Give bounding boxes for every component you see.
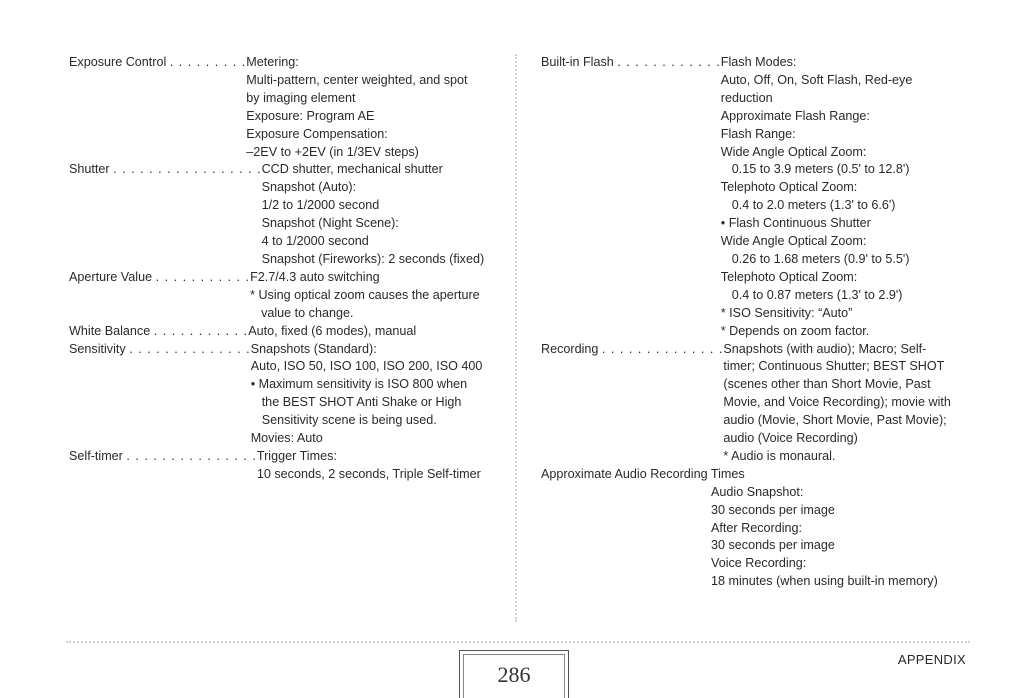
spec-value-line: 4 to 1/2000 second [261,234,369,249]
leader-dots: . . . . . . . . . . . [155,269,251,284]
leader-dots: . . . . . . . . . . . . . . [601,341,724,356]
spec-value-line: audio (Movie, Short Movie, Past Movie); [723,413,947,428]
left-spec-column [69,54,509,484]
spec-value-line: reduction [720,90,773,105]
spec-value-line: value to change. [261,305,354,320]
spec-heading: Approximate Audio Recording Times [541,466,745,481]
spec-row [541,54,981,341]
spec-label-text: Self-timer [69,448,123,463]
spec-label [69,54,246,161]
spec-value-line: Snapshot (Night Scene): [261,216,399,231]
spec-value-line: Exposure Compensation: [246,126,388,141]
spec-value-line: 0.4 to 0.87 meters (1.3' to 2.9') [731,287,903,302]
spec-label-text: Aperture Value [69,269,153,284]
spec-value-line: CCD shutter, mechanical shutter [261,162,443,177]
spec-values [723,341,981,466]
spec-values [262,161,509,268]
spec-value-line: Telephoto Optical Zoom: [720,269,858,284]
spec-values [248,323,509,341]
page-number: 286 [459,650,569,698]
spec-value-line: Auto, fixed (6 modes), manual [248,323,417,338]
spec-value-line: (scenes other than Short Movie, Past [723,377,931,392]
leader-dots: . . . . . . . . . . . . . . . [126,448,257,463]
spec-value-line: Flash Modes: [720,55,797,69]
spec-row [541,341,981,466]
section-label: APPENDIX [897,652,966,667]
right-spec-column [541,54,981,591]
spec-row [69,161,509,268]
spec-value-line: the BEST SHOT Anti Shake or High [261,395,462,410]
spec-value-line: Telephoto Optical Zoom: [720,180,858,195]
spec-label [69,341,251,448]
leader-dots: . . . . . . . . . . . . . . . . . [113,162,262,177]
column-divider [515,54,517,622]
spec-value-line: Audio Snapshot: [711,484,804,499]
spec-row [541,484,981,591]
spec-value-line: • Maximum sensitivity is ISO 800 when [250,377,468,392]
spec-value-line: audio (Voice Recording) [723,431,858,446]
spec-value-line: * Using optical zoom causes the aperture [250,287,480,302]
spec-label [69,323,248,341]
spec-label [541,54,721,341]
spec-value-line: Movie, and Voice Recording); movie with [723,395,951,410]
spec-value-line: * ISO Sensitivity: “Auto” [720,305,853,320]
spec-values [257,448,509,484]
spec-value-line: Flash Range: [720,126,796,141]
spec-label [541,341,723,466]
leader-dots: . . . . . . . . . . . . . . [129,341,251,356]
spec-row [69,323,509,341]
spec-value-line: Trigger Times: [256,448,337,463]
spec-value-line: * Audio is monaural. [723,448,836,463]
spec-value-line: Voice Recording: [711,556,807,571]
spec-value-line: Snapshot (Fireworks): 2 seconds (fixed) [261,251,485,266]
spec-value-line: F2.7/4.3 auto switching [250,269,380,284]
spec-row [69,269,509,323]
spec-value-line: * Depends on zoom factor. [720,323,870,338]
spec-label-text: Built-in Flash [541,55,614,69]
spec-value-line: 30 seconds per image [711,538,835,553]
spec-value-line: Auto, ISO 50, ISO 100, ISO 200, ISO 400 [250,359,483,374]
spec-value-line: Movies: Auto [250,431,323,446]
spec-value-line: 30 seconds per image [711,502,835,517]
spec-row [69,54,509,161]
spec-value-line: Multi-pattern, center weighted, and spot [246,72,468,87]
leader-dots: . . . . . . . . . [169,55,247,69]
spec-value-line: Exposure: Program AE [246,108,375,123]
spec-value-line: 1/2 to 1/2000 second [261,198,380,213]
spec-value-line: by imaging element [246,90,356,105]
spec-value-line: Snapshots (with audio); Macro; Self- [723,341,927,356]
leader-dots: . . . . . . . . . . . [153,323,249,338]
spec-label [541,484,711,591]
spec-values [251,341,509,448]
spec-label-text: Sensitivity [69,341,126,356]
spec-label-text: White Balance [69,323,151,338]
spec-label [69,448,257,484]
spec-value-line: Approximate Flash Range: [720,108,870,123]
spec-value-line: Wide Angle Optical Zoom: [720,234,867,249]
spec-label-text: Shutter [69,162,110,177]
spec-label-text: Exposure Control [69,55,167,69]
spec-value-line: Metering: [246,55,299,69]
spec-values [246,54,509,161]
spec-values [711,484,981,591]
spec-label [69,269,250,323]
spec-label [69,161,262,268]
spec-values [250,269,509,323]
spec-label-text: Recording [541,341,599,356]
leader-dots: . . . . . . . . . . . . [617,55,721,69]
spec-value-line: Sensitivity scene is being used. [261,413,437,428]
spec-value-line: –2EV to +2EV (in 1/3EV steps) [246,144,419,159]
spec-value-line: Wide Angle Optical Zoom: [720,144,867,159]
spec-value-line: After Recording: [711,520,802,535]
spec-value-line: 0.4 to 2.0 meters (1.3' to 6.6') [731,198,896,213]
spec-value-line: Snapshot (Auto): [261,180,357,195]
spec-value-line: 0.26 to 1.68 meters (0.9' to 5.5') [731,251,910,266]
spec-value-line: 18 minutes (when using built-in memory) [711,574,938,589]
footer-divider [66,641,970,643]
spec-values [721,54,981,341]
spec-row [69,448,509,484]
spec-value-line: 10 seconds, 2 seconds, Triple Self-timer [256,466,481,481]
spec-row [69,341,509,448]
spec-value-line: • Flash Continuous Shutter [720,216,871,231]
spec-value-line: Snapshots (Standard): [250,341,377,356]
spec-value-line: timer; Continuous Shutter; BEST SHOT [723,359,945,374]
spec-value-line: Auto, Off, On, Soft Flash, Red-eye [720,72,913,87]
spec-value-line: 0.15 to 3.9 meters (0.5' to 12.8') [731,162,910,177]
